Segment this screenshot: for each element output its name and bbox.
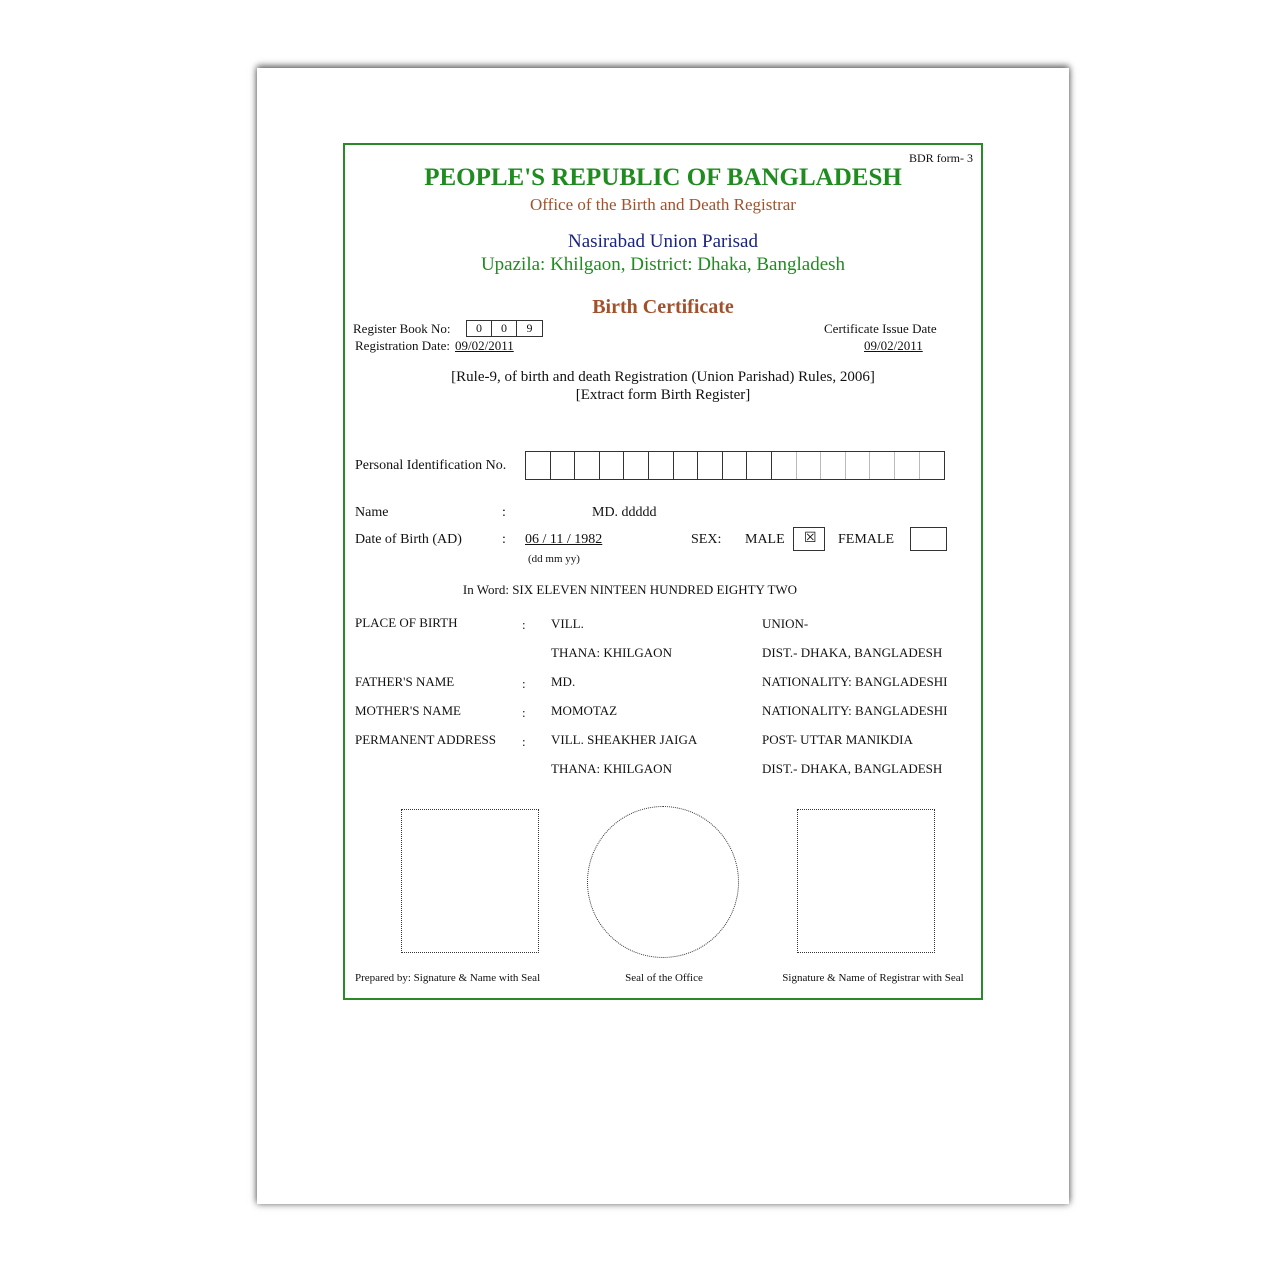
pid-box — [698, 452, 723, 479]
pid-box — [624, 452, 649, 479]
book-digit: 0 — [492, 321, 517, 336]
place-vill: VILL. — [551, 616, 584, 631]
issue-date-value: 09/02/2011 — [864, 338, 923, 353]
union-name: Nasirabad Union Parisad — [568, 231, 758, 252]
dob-format-hint: (dd mm yy) — [528, 553, 580, 565]
pid-box — [920, 452, 945, 479]
address-colon: : — [522, 734, 526, 749]
register-book-label: Register Book No: — [353, 321, 451, 336]
certificate-title: Birth Certificate — [592, 296, 734, 318]
mother-name-value: MOMOTAZ — [551, 703, 618, 718]
place-of-birth-label: PLACE OF BIRTH — [355, 615, 458, 630]
mother-nationality: NATIONALITY: BANGLADESHI — [762, 703, 948, 718]
pid-box — [821, 452, 846, 479]
registration-date-value: 09/02/2011 — [455, 338, 514, 353]
male-checkbox[interactable] — [793, 527, 825, 551]
address-post: POST- UTTAR MANIKDIA — [762, 732, 913, 747]
female-label: FEMALE — [838, 532, 894, 547]
pid-box — [747, 452, 772, 479]
father-name-value: MD. — [551, 674, 576, 689]
pid-box — [895, 452, 920, 479]
pid-box — [674, 452, 699, 479]
office-seal-circle — [587, 806, 739, 958]
dob-value: 06 / 11 / 1982 — [525, 532, 603, 547]
rule-line: [Rule-9, of birth and death Registration (Union Parishad) Rules, 2006] — [451, 369, 875, 385]
dob-in-word: In Word: SIX ELEVEN NINTEEN HUNDRED EIGHTY TWO — [462, 582, 798, 597]
address-district: DIST.- DHAKA, BANGLADESH — [762, 761, 943, 776]
place-thana: THANA: KHILGAON — [551, 645, 672, 660]
book-digit: 9 — [526, 321, 533, 335]
name-colon: : — [502, 505, 506, 520]
issue-date-label: Certificate Issue Date — [824, 321, 937, 336]
address-vill: VILL. SHEAKHER JAIGA — [551, 732, 698, 747]
father-name-label: FATHER'S NAME — [355, 674, 455, 689]
pid-box — [870, 452, 895, 479]
office-subtitle: Office of the Birth and Death Registrar — [530, 195, 796, 214]
permanent-address-label: PERMANENT ADDRESS — [355, 732, 496, 747]
name-value: MD. ddddd — [592, 505, 657, 520]
pid-box — [846, 452, 871, 479]
pid-box — [772, 452, 797, 479]
place-district: DIST.- DHAKA, BANGLADESH — [762, 645, 943, 660]
pid-box — [551, 452, 576, 479]
pid-box — [797, 452, 822, 479]
father-colon: : — [522, 676, 526, 691]
place-union: UNION- — [762, 616, 809, 631]
address-thana: THANA: KHILGAON — [551, 761, 672, 776]
registrar-signature-box — [797, 809, 935, 953]
male-check-mark: ☒ — [804, 531, 817, 546]
place-colon: : — [522, 617, 526, 632]
father-nationality: NATIONALITY: BANGLADESHI — [762, 674, 948, 689]
pid-boxes — [525, 451, 945, 480]
male-label: MALE — [745, 532, 785, 547]
mother-name-label: MOTHER'S NAME — [355, 703, 461, 718]
office-seal-caption: Seal of the Office — [625, 972, 703, 984]
female-checkbox[interactable] — [910, 527, 947, 551]
sex-label: SEX: — [691, 532, 722, 547]
register-book-number — [466, 320, 543, 337]
pid-box — [649, 452, 674, 479]
prepared-by-caption: Prepared by: Signature & Name with Seal — [355, 972, 541, 984]
mother-colon: : — [522, 705, 526, 720]
form-number: BDR form- 3 — [909, 151, 973, 165]
registration-date-label: Registration Date: — [355, 338, 450, 353]
pid-label: Personal Identification No. — [355, 458, 507, 473]
pid-box — [575, 452, 600, 479]
pid-box — [526, 452, 551, 479]
book-digit: 0 — [467, 321, 492, 336]
dob-colon: : — [502, 532, 506, 547]
extract-line: [Extract form Birth Register] — [575, 387, 751, 403]
country-title: PEOPLE'S REPUBLIC OF BANGLADESH — [424, 164, 902, 191]
name-label: Name — [355, 505, 389, 520]
pid-box — [600, 452, 625, 479]
dob-label: Date of Birth (AD) — [355, 532, 462, 547]
preparer-signature-box — [401, 809, 539, 953]
registrar-caption: Signature & Name of Registrar with Seal — [782, 972, 964, 984]
pid-box — [723, 452, 748, 479]
upazila-line: Upazila: Khilgaon, District: Dhaka, Bangladesh — [480, 254, 846, 275]
